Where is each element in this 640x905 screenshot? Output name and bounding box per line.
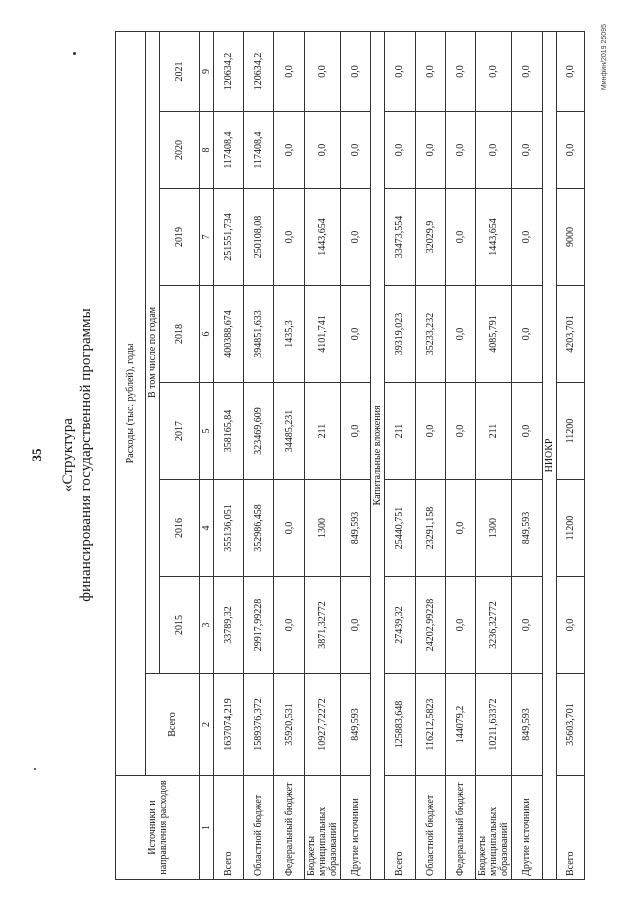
value-cell: 0,0	[445, 577, 475, 674]
value-cell: 0,0	[445, 286, 475, 383]
value-cell: 250108,08	[244, 189, 274, 286]
value-cell: 35920,531	[274, 674, 304, 776]
rotated-page	[15, 20, 625, 890]
header-year: 2021	[160, 31, 200, 111]
header-year: 2019	[160, 189, 200, 286]
row-label: Всего	[556, 776, 584, 880]
value-cell: 1443,654	[304, 189, 340, 286]
value-cell: 0,0	[445, 112, 475, 189]
value-cell: 120634,2	[244, 31, 274, 111]
value-cell: 0,0	[340, 189, 370, 286]
table-row	[415, 31, 445, 879]
row-label: Федеральный бюджет	[274, 776, 304, 880]
value-cell: 117408,4	[214, 112, 244, 189]
document-title	[59, 20, 95, 890]
row-label: Бюджеты муниципальных образований	[476, 776, 512, 880]
value-cell: 29917,99228	[244, 577, 274, 674]
value-cell: 352986,458	[244, 480, 274, 577]
section-title: НИОКР	[542, 31, 556, 879]
column-number: 6	[200, 286, 214, 383]
value-cell: 116212,5823	[415, 674, 445, 776]
value-cell: 355136,051	[214, 480, 244, 577]
table-row	[244, 31, 274, 879]
header-year: 2020	[160, 112, 200, 189]
value-cell: 0,0	[445, 189, 475, 286]
document-stamp: Минфин/2019 25095	[601, 24, 608, 91]
value-cell: 32029,9	[415, 189, 445, 286]
value-cell: 1300	[476, 480, 512, 577]
table-row	[512, 31, 542, 879]
row-label: Всего	[214, 776, 244, 880]
value-cell: 211	[385, 383, 415, 480]
column-number: 9	[200, 31, 214, 111]
value-cell: 0,0	[512, 31, 542, 111]
row-label: Областной бюджет	[415, 776, 445, 880]
header-expenses: Расходы (тыс. рублей), годы	[116, 31, 146, 775]
value-cell: 25440,751	[385, 480, 415, 577]
column-number: 2	[200, 674, 214, 776]
value-cell: 24202,99228	[415, 577, 445, 674]
value-cell: 0,0	[274, 189, 304, 286]
value-cell: 211	[304, 383, 340, 480]
value-cell: 0,0	[476, 31, 512, 111]
section-row	[371, 31, 385, 879]
value-cell: 1300	[304, 480, 340, 577]
value-cell: 34485,231	[274, 383, 304, 480]
value-cell: 0,0	[512, 112, 542, 189]
value-cell: 10211,63372	[476, 674, 512, 776]
value-cell: 0,0	[512, 577, 542, 674]
row-label: Областной бюджет	[244, 776, 274, 880]
header-year: 2015	[160, 577, 200, 674]
section-row	[542, 31, 556, 879]
value-cell: 0,0	[445, 31, 475, 111]
value-cell: 0,0	[512, 383, 542, 480]
value-cell: 0,0	[385, 31, 415, 111]
table-row	[340, 31, 370, 879]
value-cell: 4101,741	[304, 286, 340, 383]
value-cell: 3871,32772	[304, 577, 340, 674]
value-cell: 0,0	[340, 112, 370, 189]
value-cell: 0,0	[340, 31, 370, 111]
value-cell: 33473,554	[385, 189, 415, 286]
value-cell: 0,0	[274, 112, 304, 189]
value-cell: 1443,654	[476, 189, 512, 286]
column-number: 8	[200, 112, 214, 189]
value-cell: 0,0	[415, 31, 445, 111]
value-cell: 120634,2	[214, 31, 244, 111]
column-number: 4	[200, 480, 214, 577]
value-cell: 0,0	[274, 577, 304, 674]
value-cell: 849,593	[340, 674, 370, 776]
value-cell: 849,593	[512, 674, 542, 776]
value-cell: 35603,701	[556, 674, 584, 776]
value-cell: 0,0	[340, 286, 370, 383]
value-cell: 125883,648	[385, 674, 415, 776]
header-year: 2018	[160, 286, 200, 383]
value-cell: 0,0	[304, 112, 340, 189]
table-row	[385, 31, 415, 879]
column-number: 5	[200, 383, 214, 480]
row-label: Всего	[385, 776, 415, 880]
value-cell: 9000	[556, 189, 584, 286]
section-title: Капитальные вложения	[371, 31, 385, 879]
header-year: 2016	[160, 480, 200, 577]
value-cell: 0,0	[385, 112, 415, 189]
financing-table	[115, 31, 585, 880]
row-label: Федеральный бюджет	[445, 776, 475, 880]
value-cell: 0,0	[415, 383, 445, 480]
table-row	[476, 31, 512, 879]
header-total: Всего	[146, 674, 200, 776]
value-cell: 33789,32	[214, 577, 244, 674]
value-cell: 400388,674	[214, 286, 244, 383]
table-row	[445, 31, 475, 879]
value-cell: 0,0	[445, 480, 475, 577]
value-cell: 0,0	[304, 31, 340, 111]
value-cell: 35233,232	[415, 286, 445, 383]
value-cell: 0,0	[415, 112, 445, 189]
value-cell: 0,0	[274, 31, 304, 111]
table-row	[304, 31, 340, 879]
value-cell: 211	[476, 383, 512, 480]
row-label: Другие источники	[340, 776, 370, 880]
row-label: Другие источники	[512, 776, 542, 880]
table-row	[556, 31, 584, 879]
header-source: Источники и направления расходов	[116, 776, 200, 880]
value-cell: 849,593	[512, 480, 542, 577]
title-line-1: «Структура	[60, 418, 76, 492]
value-cell: 4085,791	[476, 286, 512, 383]
column-number: 7	[200, 189, 214, 286]
value-cell: 11200	[556, 383, 584, 480]
title-line-2: финансирования государственной программы	[78, 308, 94, 602]
value-cell: 1589376,372	[244, 674, 274, 776]
table-row	[214, 31, 244, 879]
value-cell: 0,0	[512, 189, 542, 286]
value-cell: 39319,023	[385, 286, 415, 383]
value-cell: 0,0	[556, 112, 584, 189]
row-label: Бюджеты муниципальных образований	[304, 776, 340, 880]
value-cell: 3236,32772	[476, 577, 512, 674]
value-cell: 358165,84	[214, 383, 244, 480]
value-cell: 0,0	[445, 383, 475, 480]
value-cell: 10927,72272	[304, 674, 340, 776]
value-cell: 0,0	[556, 577, 584, 674]
value-cell: 1435,3	[274, 286, 304, 383]
page-number: 35	[29, 448, 44, 462]
value-cell: 0,0	[476, 112, 512, 189]
table-row	[274, 31, 304, 879]
value-cell: 849,593	[340, 480, 370, 577]
value-cell: 4203,701	[556, 286, 584, 383]
header-by-years: В том числе по годам	[146, 31, 160, 673]
value-cell: 0,0	[340, 577, 370, 674]
header-year: 2017	[160, 383, 200, 480]
value-cell: 144079,2	[445, 674, 475, 776]
value-cell: 323469,609	[244, 383, 274, 480]
value-cell: 117408,4	[244, 112, 274, 189]
column-number: 1	[200, 776, 214, 880]
value-cell: 394851,633	[244, 286, 274, 383]
value-cell: 0,0	[340, 383, 370, 480]
value-cell: 23291,158	[415, 480, 445, 577]
value-cell: 0,0	[512, 286, 542, 383]
value-cell: 251551,734	[214, 189, 244, 286]
value-cell: 0,0	[556, 31, 584, 111]
value-cell: 27439,32	[385, 577, 415, 674]
value-cell: 1637074,219	[214, 674, 244, 776]
value-cell: 0,0	[274, 480, 304, 577]
value-cell: 11200	[556, 480, 584, 577]
column-number: 3	[200, 577, 214, 674]
